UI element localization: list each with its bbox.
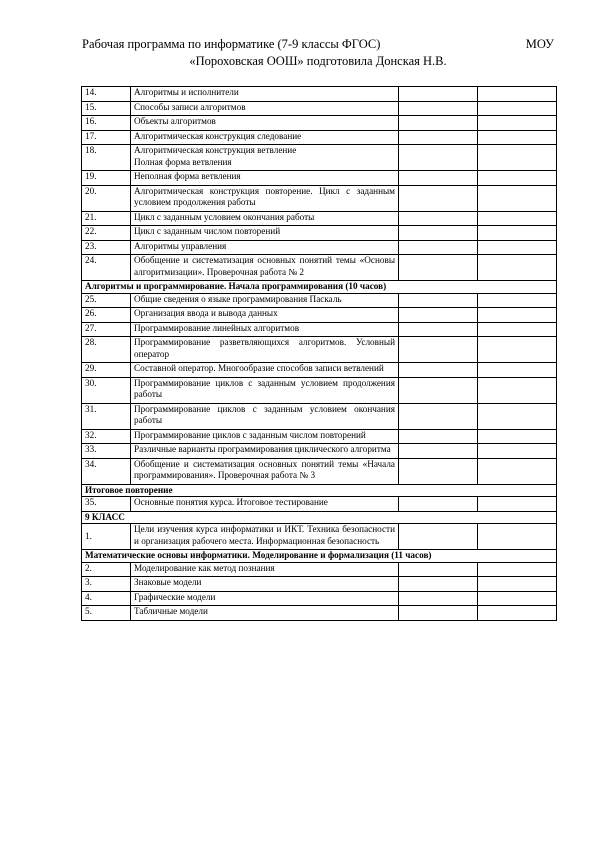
lesson-row (82, 293, 557, 308)
actual-date-cell (478, 87, 557, 102)
planned-date-cell (399, 87, 478, 102)
planned-date-cell (399, 101, 478, 116)
planned-date-cell (399, 363, 478, 378)
planned-date-cell (399, 444, 478, 459)
actual-date-cell (478, 591, 557, 606)
header-author-line: «Пороховская ООШ» подготовила Донская Н.В. (189, 54, 447, 68)
lesson-number: 31. (82, 403, 131, 429)
lesson-number: 15. (82, 101, 131, 116)
lesson-topic: Способы записи алгоритмов (131, 101, 399, 116)
planned-date-cell (399, 524, 478, 550)
planned-date-cell (399, 377, 478, 403)
planned-date-cell (399, 403, 478, 429)
actual-date-cell (478, 524, 557, 550)
lesson-topic: Составной оператор. Многообразие способов записи ветвлений (131, 363, 399, 378)
lesson-row (82, 255, 557, 281)
lesson-topic: Цикл с заданным числом повторений (131, 226, 399, 241)
actual-date-cell (478, 363, 557, 378)
planned-date-cell (399, 293, 478, 308)
actual-date-cell (478, 606, 557, 621)
actual-date-cell (478, 577, 557, 592)
actual-date-cell (478, 497, 557, 512)
lesson-topic: Основные понятия курса. Итоговое тестирование (131, 497, 399, 512)
planned-date-cell (399, 185, 478, 211)
lesson-row (82, 101, 557, 116)
actual-date-cell (478, 337, 557, 363)
page-header (82, 36, 554, 70)
lesson-topic: Графические модели (131, 591, 399, 606)
lesson-row (82, 322, 557, 337)
planned-date-cell (399, 497, 478, 512)
lesson-number: 2. (82, 562, 131, 577)
lesson-number: 25. (82, 293, 131, 308)
lesson-topic: Объекты алгоритмов (131, 116, 399, 131)
actual-date-cell (478, 255, 557, 281)
lesson-row (82, 562, 557, 577)
planned-date-cell (399, 240, 478, 255)
actual-date-cell (478, 226, 557, 241)
section-heading: Математические основы информатики. Моделирование и формализация (11 часов) (82, 550, 557, 563)
section-heading-row (82, 281, 557, 294)
lesson-number: 24. (82, 255, 131, 281)
planned-date-cell (399, 145, 478, 171)
actual-date-cell (478, 130, 557, 145)
lesson-number: 22. (82, 226, 131, 241)
lesson-row (82, 606, 557, 621)
lesson-row (82, 87, 557, 102)
lesson-row (82, 403, 557, 429)
planned-date-cell (399, 429, 478, 444)
lesson-number: 18. (82, 145, 131, 171)
lesson-row (82, 185, 557, 211)
lesson-number: 34. (82, 458, 131, 484)
planned-date-cell (399, 606, 478, 621)
lesson-row (82, 211, 557, 226)
actual-date-cell (478, 444, 557, 459)
lesson-topic: Алгоритмическая конструкция повторение. Цикл с заданным условием продолжения работы (131, 185, 399, 211)
lesson-plan-table (81, 86, 557, 621)
lesson-number: 27. (82, 322, 131, 337)
planned-date-cell (399, 308, 478, 323)
section-heading-row (82, 484, 557, 497)
lesson-number: 33. (82, 444, 131, 459)
planned-date-cell (399, 458, 478, 484)
lesson-number: 23. (82, 240, 131, 255)
section-heading: Алгоритмы и программирование. Начала программирования (10 часов) (82, 281, 557, 294)
planned-date-cell (399, 255, 478, 281)
lesson-number: 5. (82, 606, 131, 621)
lesson-number: 26. (82, 308, 131, 323)
header-title: Рабочая программа по информатике (7-9 классы ФГОС) (82, 37, 381, 51)
planned-date-cell (399, 226, 478, 241)
lesson-row (82, 444, 557, 459)
actual-date-cell (478, 240, 557, 255)
lesson-row (82, 226, 557, 241)
actual-date-cell (478, 101, 557, 116)
actual-date-cell (478, 458, 557, 484)
lesson-topic: Программирование циклов с заданным числом повторений (131, 429, 399, 444)
lesson-row (82, 458, 557, 484)
lesson-number: 35. (82, 497, 131, 512)
lesson-topic: Цикл с заданным условием окончания работы (131, 211, 399, 226)
lesson-row (82, 577, 557, 592)
lesson-topic: Табличные модели (131, 606, 399, 621)
planned-date-cell (399, 562, 478, 577)
lesson-topic: Организация ввода и вывода данных (131, 308, 399, 323)
lesson-topic: Обобщение и систематизация основных понятий темы «Основы алгоритмизации». Проверочная работа № 2 (131, 255, 399, 281)
actual-date-cell (478, 377, 557, 403)
actual-date-cell (478, 562, 557, 577)
actual-date-cell (478, 171, 557, 186)
lesson-number: 1. (82, 524, 131, 550)
lesson-number: 4. (82, 591, 131, 606)
lesson-topic: Различные варианты программирования циклического алгоритма (131, 444, 399, 459)
lesson-row (82, 308, 557, 323)
actual-date-cell (478, 116, 557, 131)
lesson-topic: Моделирование как метод познания (131, 562, 399, 577)
lesson-number: 14. (82, 87, 131, 102)
lesson-number: 17. (82, 130, 131, 145)
lesson-topic: Программирование циклов с заданным условием продолжения работы (131, 377, 399, 403)
lesson-topic: Цели изучения курса информатики и ИКТ. Техника безопасности и организация рабочего места. Информационная безопасность (131, 524, 399, 550)
actual-date-cell (478, 293, 557, 308)
lesson-number: 32. (82, 429, 131, 444)
lesson-row (82, 116, 557, 131)
lesson-row (82, 337, 557, 363)
planned-date-cell (399, 591, 478, 606)
lesson-number: 20. (82, 185, 131, 211)
lesson-topic: Программирование циклов с заданным условием окончания работы (131, 403, 399, 429)
actual-date-cell (478, 322, 557, 337)
lesson-topic: Алгоритмы и исполнители (131, 87, 399, 102)
lesson-topic: Общие сведения о языке программирования Паскаль (131, 293, 399, 308)
lesson-row (82, 363, 557, 378)
lesson-number: 30. (82, 377, 131, 403)
lesson-topic: Алгоритмическая конструкция следование (131, 130, 399, 145)
planned-date-cell (399, 130, 478, 145)
planned-date-cell (399, 171, 478, 186)
lesson-number: 29. (82, 363, 131, 378)
lesson-number: 21. (82, 211, 131, 226)
lesson-row (82, 497, 557, 512)
lesson-row (82, 145, 557, 171)
lesson-number: 16. (82, 116, 131, 131)
lesson-topic: Программирование разветвляющихся алгоритмов. Условный оператор (131, 337, 399, 363)
planned-date-cell (399, 577, 478, 592)
lesson-topic: Обобщение и систематизация основных понятий темы «Начала программирования». Проверочная работа № 3 (131, 458, 399, 484)
actual-date-cell (478, 403, 557, 429)
lesson-row (82, 171, 557, 186)
lesson-row (82, 130, 557, 145)
section-heading-row (82, 550, 557, 563)
lesson-topic: Алгоритмическая конструкция ветвление Полная форма ветвления (131, 145, 399, 171)
lesson-topic: Знаковые модели (131, 577, 399, 592)
lesson-topic: Неполная форма ветвления (131, 171, 399, 186)
lesson-topic: Программирование линейных алгоритмов (131, 322, 399, 337)
lesson-topic: Алгоритмы управления (131, 240, 399, 255)
actual-date-cell (478, 308, 557, 323)
lesson-number: 3. (82, 577, 131, 592)
header-school-abbr: МОУ (525, 37, 554, 51)
section-heading: 9 КЛАСС (82, 511, 557, 524)
actual-date-cell (478, 429, 557, 444)
lesson-plan-body (82, 87, 557, 621)
lesson-number: 19. (82, 171, 131, 186)
section-heading-row (82, 511, 557, 524)
lesson-row (82, 591, 557, 606)
actual-date-cell (478, 145, 557, 171)
lesson-row (82, 429, 557, 444)
lesson-row (82, 377, 557, 403)
planned-date-cell (399, 211, 478, 226)
planned-date-cell (399, 116, 478, 131)
lesson-row (82, 524, 557, 550)
planned-date-cell (399, 322, 478, 337)
actual-date-cell (478, 211, 557, 226)
lesson-number: 28. (82, 337, 131, 363)
planned-date-cell (399, 337, 478, 363)
section-heading: Итоговое повторение (82, 484, 557, 497)
actual-date-cell (478, 185, 557, 211)
lesson-row (82, 240, 557, 255)
